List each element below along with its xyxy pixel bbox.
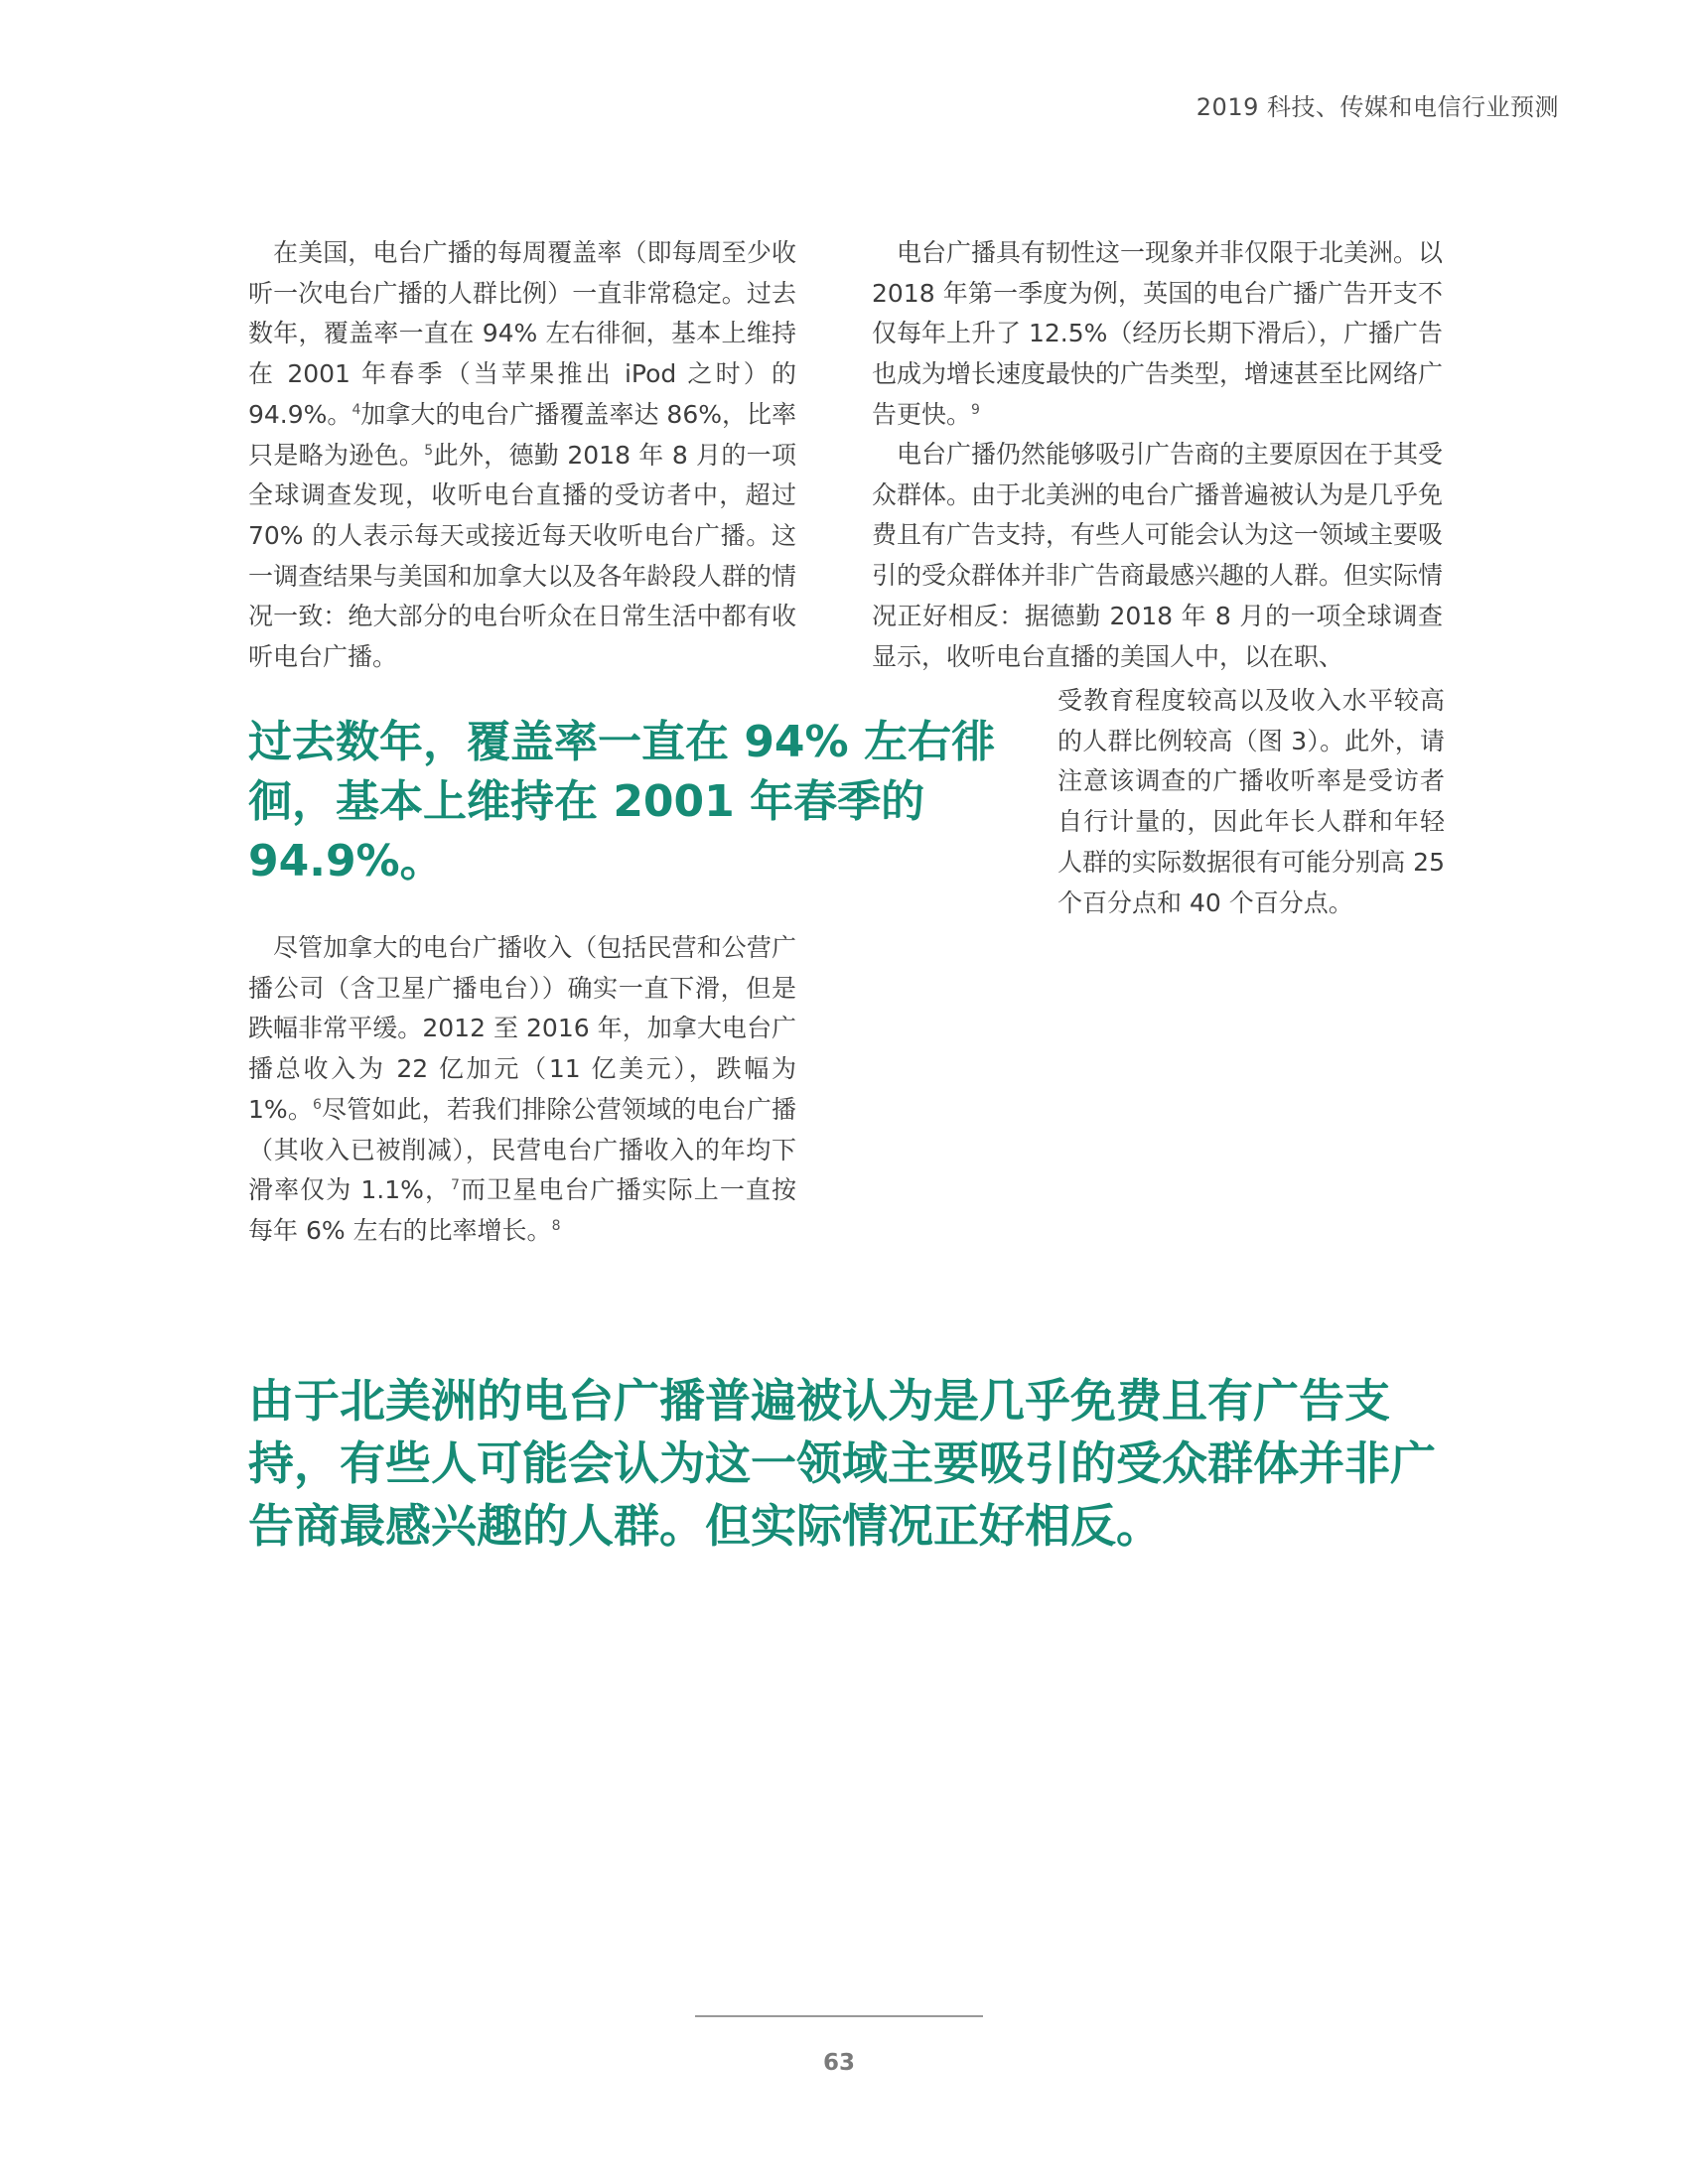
footnote-ref[interactable]: 6 [312, 1096, 322, 1113]
paragraph-text: 加拿大的电台广播覆盖率达 86%，比率只是略为逊色。 [248, 399, 796, 470]
paragraph-text: 电台广播具有韧性这一现象并非仅限于北美洲。以 2018 年第一季度为例，英国的电台广播广告开支不仅每年上升了 12.5%（经历长期下滑后），广播广告也成为增长速度最快的广告类型，增速甚至比网络广告更快。 [872, 238, 1444, 429]
footnote-ref[interactable]: 8 [551, 1217, 561, 1234]
paragraph-text: 尽管加拿大的电台广播收入（包括民营和公营广播公司（含卫星广播电台））确实一直下滑，但是跌幅非常平缓。2012 至 2016 年，加拿大电台广播总收入为 22 亿加元（11 亿美元），跌幅为 1%。 [248, 933, 796, 1124]
footnote-ref[interactable]: 4 [352, 401, 361, 418]
paragraph-text: 电台广播仍然能够吸引广告商的主要原因在于其受众群体。由于北美洲的电台广播普遍被认为是几乎免费且有广告支持，有些人可能会认为这一领域主要吸引的受众群体并非广告商最感兴趣的人群。但实际情况正好相反：据德勤 2018 年 8 月的一项全球调查显示，收听电台直播的美国人中，以在职、 [872, 440, 1444, 671]
footnote-ref[interactable]: 7 [451, 1177, 460, 1194]
pull-quote-2: 由于北美洲的电台广播普遍被认为是几乎免费且有广告支持，有些人可能会认为这一领域主要吸引的受众群体并非广告商最感兴趣的人群。但实际情况正好相反。 [248, 1374, 1436, 1553]
body-paragraph-right-1 [872, 233, 1443, 436]
paragraph-text: 而卫星电台广播实际上一直按每年 6% 左右的比率增长。 [248, 1175, 796, 1245]
paragraph-text: 在美国，电台广播的每周覆盖率（即每周至少收听一次电台广播的人群比例）一直非常稳定。过去数年，覆盖率一直在 94% 左右徘徊，基本上维持在 2001 年春季（当苹果推出 iPod 之时）的 94.9%。 [248, 238, 796, 429]
paragraph-text: 尽管如此，若我们排除公营领域的电台广播（其收入已被削减），民营电台广播收入的年均下滑率仅为 1.1%， [248, 1094, 796, 1205]
footnote-ref[interactable]: 9 [971, 401, 980, 418]
body-paragraph-right-3 [1057, 681, 1445, 923]
footnote-ref[interactable]: 5 [424, 442, 434, 459]
paragraph-text: 受教育程度较高以及收入水平较高的人群比例较高（图 3）。此外，请注意该调查的广播收听率是受访者自行计量的，因此年长人群和年轻人群的实际数据很有可能分别高 25 个百分点和 40 个百分点。 [1057, 686, 1445, 917]
report-header-title: 2019 科技、传媒和电信行业预测 [1196, 93, 1559, 121]
body-paragraph-right-2 [872, 435, 1443, 677]
page-number: 63 [822, 2050, 855, 2076]
body-paragraph-left-1 [248, 233, 796, 678]
pull-quote-1: 过去数年，覆盖率一直在 94% 左右徘徊，基本上维持在 2001 年春季的 94.9%。 [248, 717, 995, 887]
paragraph-text: 此外，德勤 2018 年 8 月的一项全球调查发现，收听电台直播的受访者中，超过 70% 的人表示每天或接近每天收听电台广播。这一调查结果与美国和加拿大以及各年龄段人群的情况一致：绝大部分的电台听众在日常生活中都有收听电台广播。 [248, 440, 796, 672]
footer-divider [695, 2015, 983, 2017]
body-paragraph-left-2 [248, 928, 796, 1252]
